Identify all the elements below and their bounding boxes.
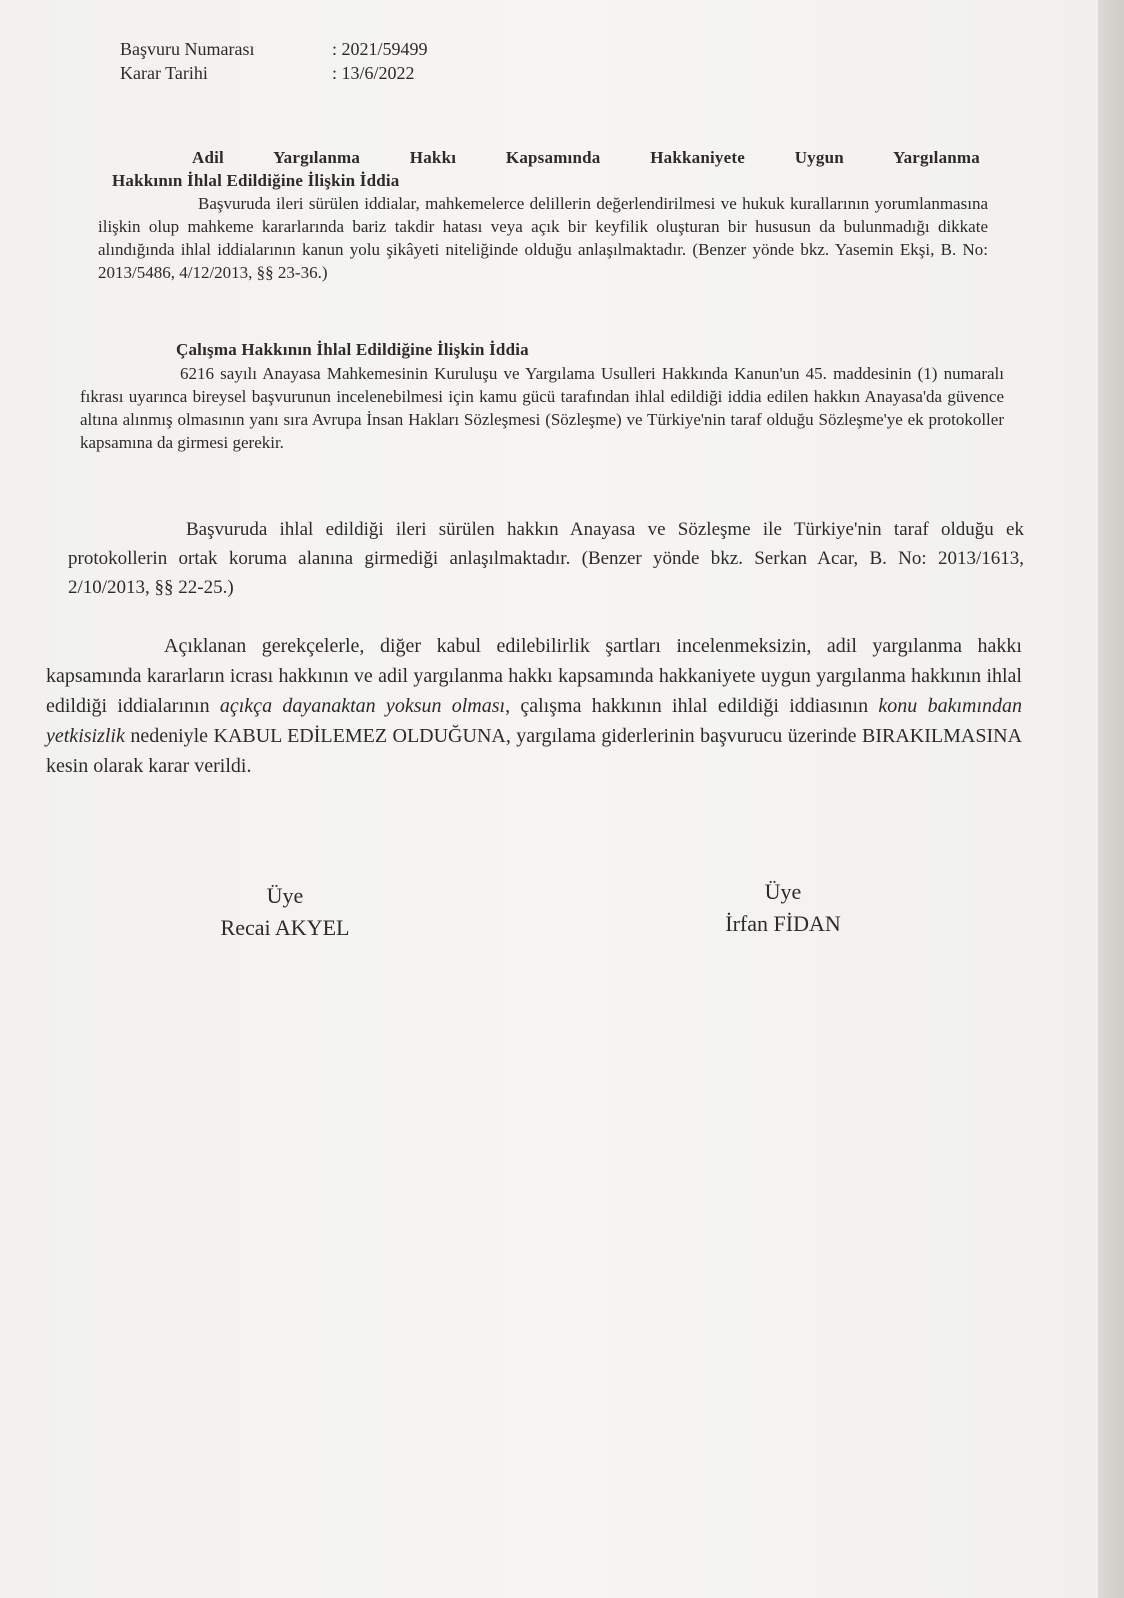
section1-heading-line2: Hakkının İhlal Edildiğine İlişkin İddia [112,171,400,190]
section1-heading-line1: Adil Yargılanma Hakkı Kapsamında Hakkaniyete Uygun Yargılanma [192,148,980,167]
conclusion-part3: nedeniyle KABUL EDİLEMEZ OLDUĞUNA, yargılama giderlerinin başvurucu üzerinde BIRAKILMASINA kesin olarak karar verildi. [46,725,1023,777]
conclusion-part1: Açıklanan gerekçelerle, diğer kabul edilebilirlik şartları incelenmeksizin, adil yargılanma hakkı kapsamında kararların icrası hakkının ve adil yargılanma hakkı kapsamında hakkaniyete uygun yargılanma hakkının ihlal edildiği iddialarının [46,635,1022,717]
conclusion-italic1: açıkça dayanaktan yoksun olması [219,695,506,717]
decision-date-label: Karar Tarihi [120,63,208,83]
signature-right-name: İrfan FİDAN [725,911,841,936]
conclusion-paragraph [46,631,1022,781]
paragraph-3: Başvuruda ihlal edildiği ileri sürülen hakkın Anayasa ve Sözleşme ile Türkiye'nin taraf olduğu ek protokollerin ortak koruma alanına girmediği anlaşılmaktadır. (Benzer yönde bkz. Serkan Acar, B. No: 2013/1613, 2/10/2013, §§ 22-25.) [68,519,1024,598]
signature-left-title: Üye [266,883,304,908]
section1-heading [112,146,980,192]
decision-date-row [120,62,460,84]
signature-left [170,880,400,944]
application-number-row [120,38,460,60]
conclusion-part2: , çalışma hakkının ihlal edildiği iddiasının [505,695,869,717]
section2-body: 6216 sayılı Anayasa Mahkemesinin Kuruluşu ve Yargılama Usulleri Hakkında Kanun'un 45. maddesinin (1) numaralı fıkrası uyarınca bireysel başvurunun incelenebilmesi için kamu gücü tarafından ihlal edildiği iddia edilen hakkın Anayasa'da güvence altına alınmış olmasının yanı sıra Avrupa İnsan Hakları Sözleşmesi (Sözleşme) ve Türkiye'nin taraf olduğu Sözleşme'ye ek protokoller kapsamına da girmesi gerekir. [80,364,1004,452]
section1-body: Başvuruda ileri sürülen iddialar, mahkemelerce delillerin değerlendirilmesi ve hukuk kurallarının yorumlanmasına ilişkin olup mahkeme kararlarında bariz takdir hatası veya açık bir keyfilik oluşturan bir hususun da bulunmadığı dikkate alındığında ihlal iddialarının kanun yolu şikâyeti niteliğinde olduğu anlaşılmaktadır. (Benzer yönde bkz. Yasemin Ekşi, B. No: 2013/5486, 4/12/2013, §§ 23-36.) [98,194,988,282]
application-number-label: Başvuru Numarası [120,39,255,59]
signature-right-title: Üye [764,879,802,904]
signature-left-name: Recai AKYEL [220,915,350,940]
conclusion-italic2: konu bakımından yetkisizlik [46,695,1022,747]
page-edge [1098,0,1124,1598]
application-number-value: : 2021/59499 [332,39,428,59]
signature-right [668,876,898,940]
decision-date-value: : 13/6/2022 [332,63,415,83]
section2-heading: Çalışma Hakkının İhlal Edildiğine İlişkin İddia [176,340,529,359]
